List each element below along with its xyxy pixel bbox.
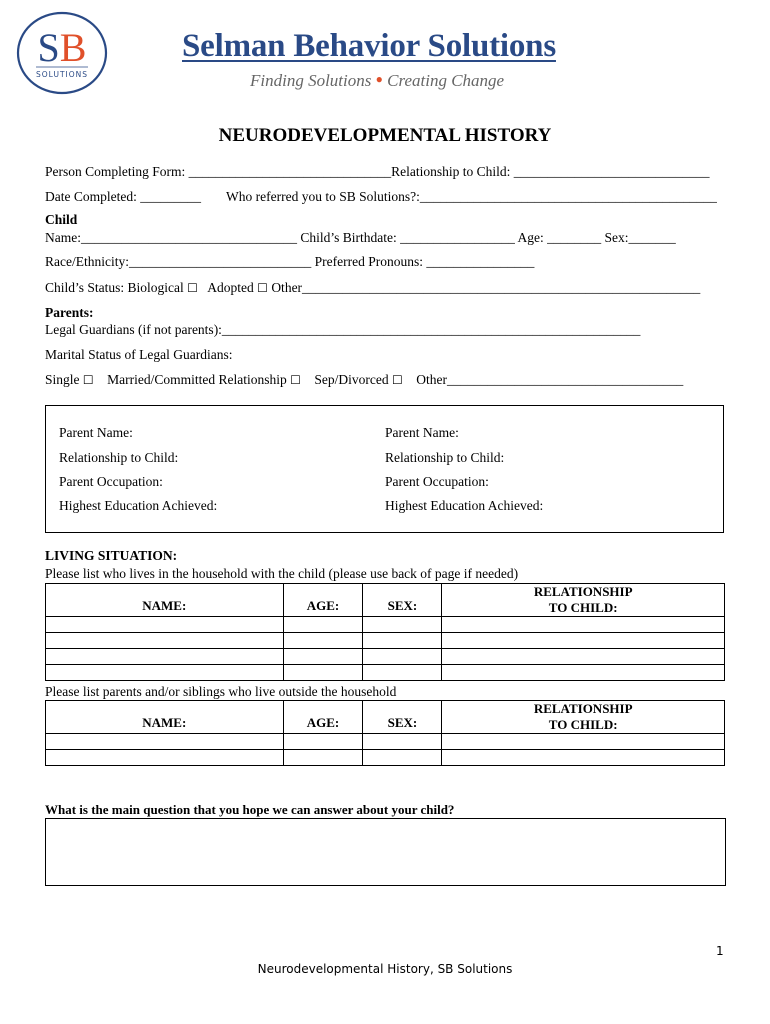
divorced-label: Sep/Divorced — [314, 372, 389, 387]
footer-text: Neurodevelopmental History, SB Solutions — [257, 962, 513, 976]
parents-heading: Parents: — [45, 305, 94, 320]
marital-options-row — [45, 372, 683, 388]
col-sex: SEX: — [363, 584, 442, 617]
married-checkbox[interactable]: ☐ — [290, 373, 301, 387]
household-table-header — [46, 584, 725, 617]
logo-letters: SB — [37, 25, 87, 70]
status-label: Child’s Status: Biological — [45, 280, 184, 295]
adopted-checkbox[interactable]: ☐ — [257, 281, 268, 295]
child-status-row — [45, 280, 700, 296]
document-title: NEURODEVELOPMENTAL HISTORY — [218, 125, 552, 146]
table-row[interactable] — [46, 665, 725, 681]
parent2-relationship[interactable]: Relationship to Child: — [385, 450, 505, 465]
outside-household-instruction: Please list parents and/or siblings who live outside the household — [45, 684, 397, 699]
single-label: Single — [45, 372, 80, 387]
col-relationship — [442, 584, 725, 617]
col-sex: SEX: — [363, 701, 442, 734]
col-name: NAME: — [46, 701, 284, 734]
other-status-field[interactable]: Other___________________________________________________________ — [271, 280, 701, 295]
table-row[interactable] — [46, 649, 725, 665]
outside-household-table — [45, 700, 725, 766]
race-pronouns-field[interactable]: Race/Ethnicity:___________________________ Preferred Pronouns: ________________ — [45, 254, 535, 269]
table-row[interactable] — [46, 617, 725, 633]
legal-guardians-field[interactable]: Legal Guardians (if not parents):______________________________________________________________ — [45, 322, 641, 337]
col-relationship-line2: TO CHILD: — [548, 717, 618, 732]
tagline-separator-icon: ● — [375, 72, 383, 86]
parent1-name[interactable]: Parent Name: — [59, 425, 133, 440]
col-age: AGE: — [283, 584, 363, 617]
col-name: NAME: — [46, 584, 284, 617]
parent2-education[interactable]: Highest Education Achieved: — [385, 498, 544, 513]
col-relationship — [442, 701, 725, 734]
married-label: Married/Committed Relationship — [107, 372, 287, 387]
table-row[interactable] — [46, 633, 725, 649]
col-relationship-line1: RELATIONSHIP — [533, 584, 633, 599]
parent1-occupation[interactable]: Parent Occupation: — [59, 474, 163, 489]
living-situation-heading: LIVING SITUATION: — [45, 548, 178, 563]
outside-table-header — [46, 701, 725, 734]
col-relationship-line1: RELATIONSHIP — [533, 701, 633, 716]
other-marital-field[interactable]: Other___________________________________ — [416, 372, 684, 387]
tagline — [250, 71, 504, 91]
parent1-relationship[interactable]: Relationship to Child: — [59, 450, 179, 465]
logo-sub: SOLUTIONS — [35, 70, 89, 79]
page-number: 1 — [716, 944, 724, 958]
tagline-right: Creating Change — [387, 71, 505, 90]
sb-solutions-logo — [16, 11, 108, 95]
parent2-name[interactable]: Parent Name: — [385, 425, 459, 440]
marital-status-label: Marital Status of Legal Guardians: — [45, 347, 233, 362]
col-age: AGE: — [283, 701, 363, 734]
col-relationship-line2: TO CHILD: — [548, 600, 618, 615]
parent2-occupation[interactable]: Parent Occupation: — [385, 474, 489, 489]
biological-checkbox[interactable]: ☐ — [187, 281, 198, 295]
person-completing-field[interactable]: Person Completing Form: ______________________________Relationship to Child: _____________________________ — [45, 164, 710, 179]
tagline-left: Finding Solutions — [250, 71, 372, 90]
date-completed-field[interactable]: Date Completed: _________ — [45, 189, 201, 204]
table-row[interactable] — [46, 750, 725, 766]
household-instruction: Please list who lives in the household with the child (please use back of page if needed) — [45, 566, 519, 581]
table-row[interactable] — [46, 734, 725, 750]
child-heading: Child — [45, 212, 78, 227]
child-info-field[interactable]: Name:________________________________ Child’s Birthdate: _________________ Age: ________ Sex:_______ — [45, 230, 676, 245]
household-table — [45, 583, 725, 681]
parent1-education[interactable]: Highest Education Achieved: — [59, 498, 218, 513]
adopted-label: Adopted — [207, 280, 254, 295]
company-name: Selman Behavior Solutions — [182, 28, 556, 64]
main-question-label: What is the main question that you hope we can answer about your child? — [45, 802, 455, 817]
referred-by-field[interactable]: Who referred you to SB Solutions?:____________________________________________ — [226, 189, 717, 204]
single-checkbox[interactable]: ☐ — [82, 373, 94, 387]
divorced-checkbox[interactable]: ☐ — [392, 373, 403, 387]
main-question-answer-box[interactable] — [45, 818, 726, 886]
